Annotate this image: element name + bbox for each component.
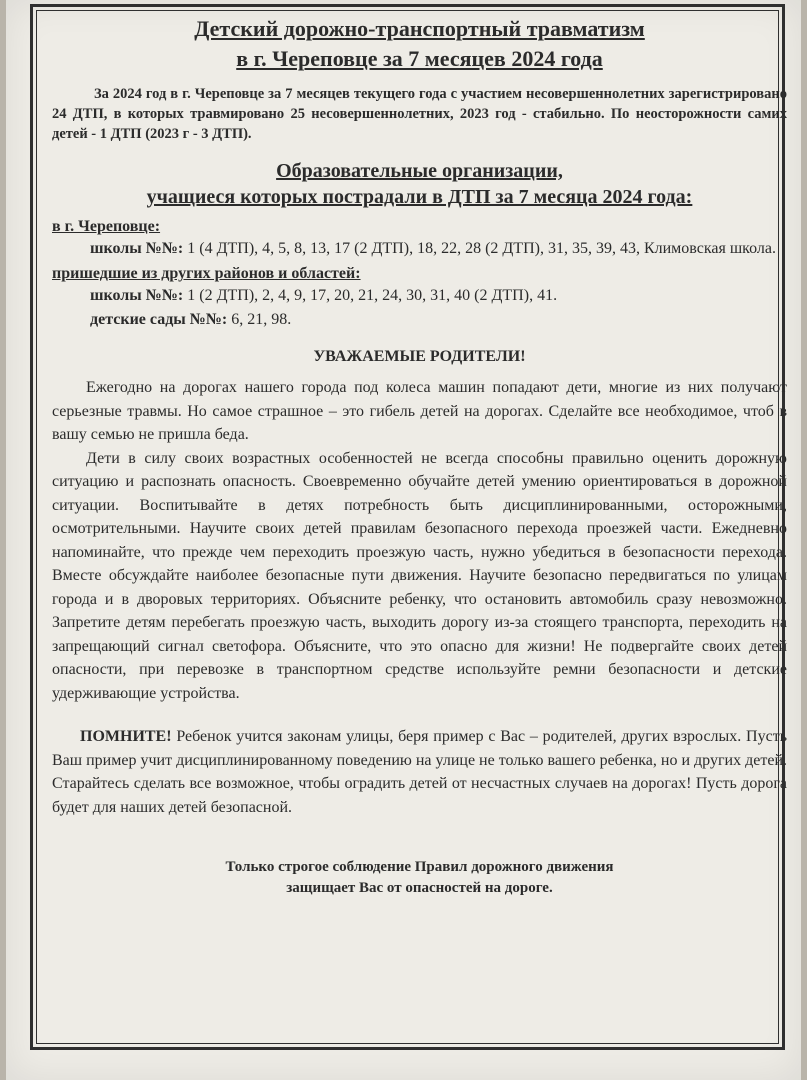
title-line-2: в г. Череповце за 7 месяцев 2024 года [236, 46, 603, 71]
city-group-label: в г. Череповце: [52, 218, 161, 235]
city-schools-list: 1 (4 ДТП), 4, 5, 8, 13, 17 (2 ДТП), 18, 22, 28 (2 ДТП), 31, 35, 39, 43, Климовская школа. [183, 240, 777, 257]
title-line-1: Детский дорожно-транспортный травматизм [194, 16, 645, 41]
intro-paragraph: За 2024 год в г. Череповце за 7 месяцев текущего года с участием несовершеннолетних зарегистрировано 24 ДТП, в которых травмировано 25 несовершеннолетних, 2023 год - стабильно. По неосторожности самих детей - 1 ДТП (2023 г - 3 ДТП). [52, 86, 787, 142]
subtitle-line-1: Образовательные организации, [276, 160, 563, 182]
paragraph-1: Ежегодно на дорогах нашего города под колеса машин попадают дети, многие из них получают серьезные травмы. Но самое страшное – это гибель детей на дорогах. Сделайте все необходимое, чтоб в вашу семью не пришла беда. [52, 379, 787, 443]
city-schools [52, 237, 787, 261]
paragraph-2: Дети в силу своих возрастных особенностей не всегда способны правильно оценить дорожную ситуацию и распознать опасность. Своевременно обучайте детей умению ориентироваться в дорожной ситуации. Воспитывайте в детях потребность быть дисциплинированными, осторожными, осмотрительными. Научите своих детей правилам безопасного перехода проезжей части. Ежедневно напоминайте, что прежде чем переходить проезжую часть, нужно убедиться в безопасности перехода. Вместе обсуждайте наиболее безопасные пути движения. Научите безопасно передвигаться по улицам города и в дворовых территориях. Объясните ребенку, что остановить автомобиль сразу невозможно. Запретите детям перебегать проезжую часть, выходить дорогу из-за стоящего транспорта, переходить на запрещающий сигнал светофора. Объясните, что это опасно для жизни! Не подвергайте своих детей опасности, при перевозке в транспортном средстве используйте ремни безопасности и детские удерживающие устройства. [52, 449, 787, 702]
other-schools [52, 284, 787, 308]
other-schools-label: школы №№: [90, 287, 184, 304]
subtitle-line-2: учащиеся которых пострадали в ДТП за 7 месяца 2024 года: [146, 186, 693, 208]
city-schools-label: школы №№: [90, 240, 184, 257]
kindergartens-list: 6, 21, 98. [227, 311, 292, 328]
other-group-label: пришедшие из других районов и областей: [52, 265, 361, 282]
parents-heading: УВАЖАЕМЫЕ РОДИТЕЛИ! [313, 348, 526, 365]
kindergartens-label: детские сады №№: [90, 311, 228, 328]
remember-paragraph [52, 725, 787, 819]
remember-text: Ребенок учится законам улицы, беря пример с Вас – родителей, других взрослых. Пусть Ваш пример учит дисциплинированному поведению на улице не только вашего ребенка, но и других детей. Старайтесь сделать все возможное, чтобы оградить детей от несчастных случаев на дорогах! Пусть дорога будет для наших детей безопасной. [52, 728, 787, 816]
leaflet-content [52, 14, 787, 899]
footer-line-1: Только строгое соблюдение Правил дорожного движения [225, 859, 614, 875]
other-kindergartens [52, 308, 787, 332]
other-schools-list: 1 (2 ДТП), 2, 4, 9, 17, 20, 21, 24, 30, 31, 40 (2 ДТП), 41. [183, 287, 558, 304]
remember-label: ПОМНИТЕ! [80, 728, 172, 745]
footer-line-2: защищает Вас от опасностей на дороге. [286, 880, 553, 896]
